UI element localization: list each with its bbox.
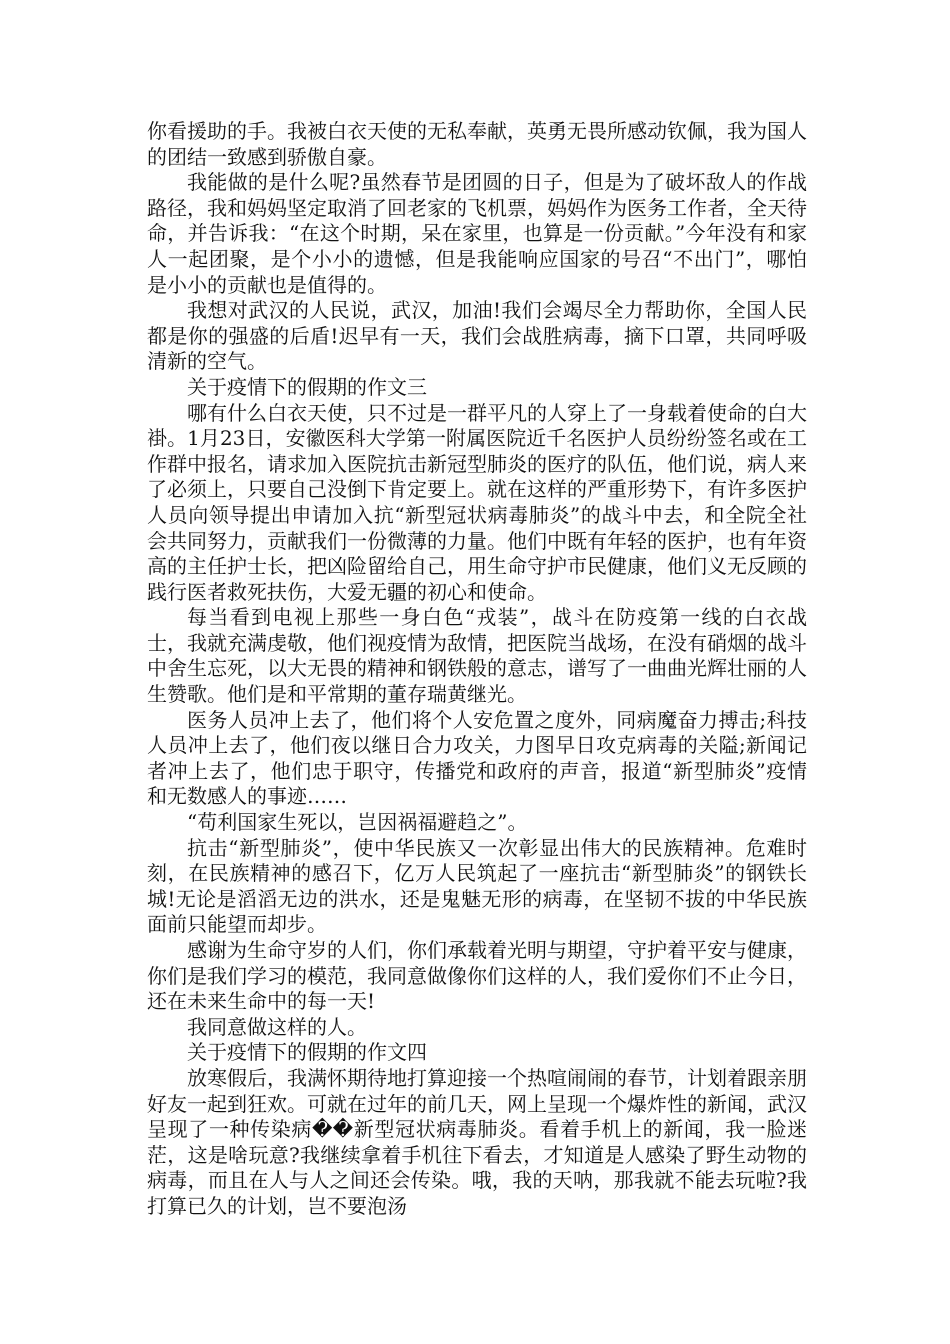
- paragraph-1: 你看援助的手。我被白衣天使的无私奉献，英勇无畏所感动钦佩，我为国人的团结一致感到骄傲自豪。: [147, 119, 807, 169]
- section-heading-3: 关于疫情下的假期的作文三: [187, 374, 427, 399]
- paragraph-2: 我能做的是什么呢?虽然春节是团圆的日子，但是为了破坏敌人的作战路径，我和妈妈坚定取消了回老家的飞机票，妈妈作为医务工作者，全天待命，并告诉我：“在这个时期，呆在家里，也算是一份贡献。”今年没有和家人一起团聚，是个小小的遗憾，但是我能响应国家的号召“不出门”，哪怕是小小的贡献也是值得的。: [147, 170, 807, 297]
- section-heading-4: 关于疫情下的假期的作文四: [187, 1040, 427, 1065]
- paragraph-7: 医务人员冲上去了，他们将个人安危置之度外，同病魔奋力搏击;科技人员冲上去了，他们夜以继日合力攻关，力图早日攻克病毒的关隘;新闻记者冲上去了，他们忠于职守，传播党和政府的声音，报道“新型肺炎”疫情和无数感人的事迹……: [147, 707, 807, 809]
- paragraph-5: 哪有什么白衣天使，只不过是一群平凡的人穿上了一身载着使命的白大褂。1月23日，安徽医科大学第一附属医院近千名医护人员纷纷签名或在工作群中报名，请求加入医院抗击新冠型肺炎的医疗的队伍，他们说，病人来了必须上，只要自己没倒下肯定要上。就在这样的严重形势下，有许多医护人员向领导提出申请加入抗“新型冠状病毒肺炎”的战斗中去，和全院全社会共同努力，贡献我们一份微薄的力量。他们中既有年轻的医护，也有年资高的主任护士长，把凶险留给自己，用生命守护市民健康，他们义无反顾的践行医者救死扶伤，大爱无疆的初心和使命。: [147, 400, 807, 604]
- paragraph-6: 每当看到电视上那些一身白色“戎装”，战斗在防疫第一线的白衣战士，我就充满虔敬，他们视疫情为敌情，把医院当战场，在没有硝烟的战斗中舍生忘死，以大无畏的精神和钢铁般的意志，谱写了一曲曲光辉壮丽的人生赞歌。他们是和平常期的董存瑞黄继光。: [147, 605, 807, 707]
- document-body: [147, 119, 807, 1220]
- paragraph-11: 我同意做这样的人。: [187, 1014, 367, 1039]
- paragraph-13: 放寒假后，我满怀期待地打算迎接一个热喧闹闹的春节，计划着跟亲朋好友一起到狂欢。可就在过年的前几天，网上呈现一个爆炸性的新闻，武汉呈现了一种传染病��新型冠状病毒肺炎。看着手机上的新闻，我一脸迷茫，这是啥玩意?我继续拿着手机往下看去，才知道是人感染了野生动物的病毒，而且在人与人之间还会传染。哦，我的天呐，那我就不能去玩啦?我打算已久的计划，岂不要泡汤: [147, 1065, 807, 1218]
- quote-line: “苟利国家生死以，岂因祸福避趋之”。: [187, 810, 528, 835]
- paragraph-10: 感谢为生命守岁的人们，你们承载着光明与期望，守护着平安与健康，你们是我们学习的模范，我同意做像你们这样的人，我们爱你们不止今日，还在未来生命中的每一天!: [147, 938, 807, 1014]
- paragraph-3: 我想对武汉的人民说，武汉，加油!我们会竭尽全力帮助你，全国人民都是你的强盛的后盾!迟早有一天，我们会战胜病毒，摘下口罩，共同呼吸清新的空气。: [147, 298, 807, 374]
- paragraph-9: 抗击“新型肺炎”，使中华民族又一次彰显出伟大的民族精神。危难时刻，在民族精神的感召下，亿万人民筑起了一座抗击“新型肺炎”的钢铁长城!无论是滔滔无边的洪水，还是鬼魅无形的病毒，在坚韧不拔的中华民族面前只能望而却步。: [147, 835, 807, 937]
